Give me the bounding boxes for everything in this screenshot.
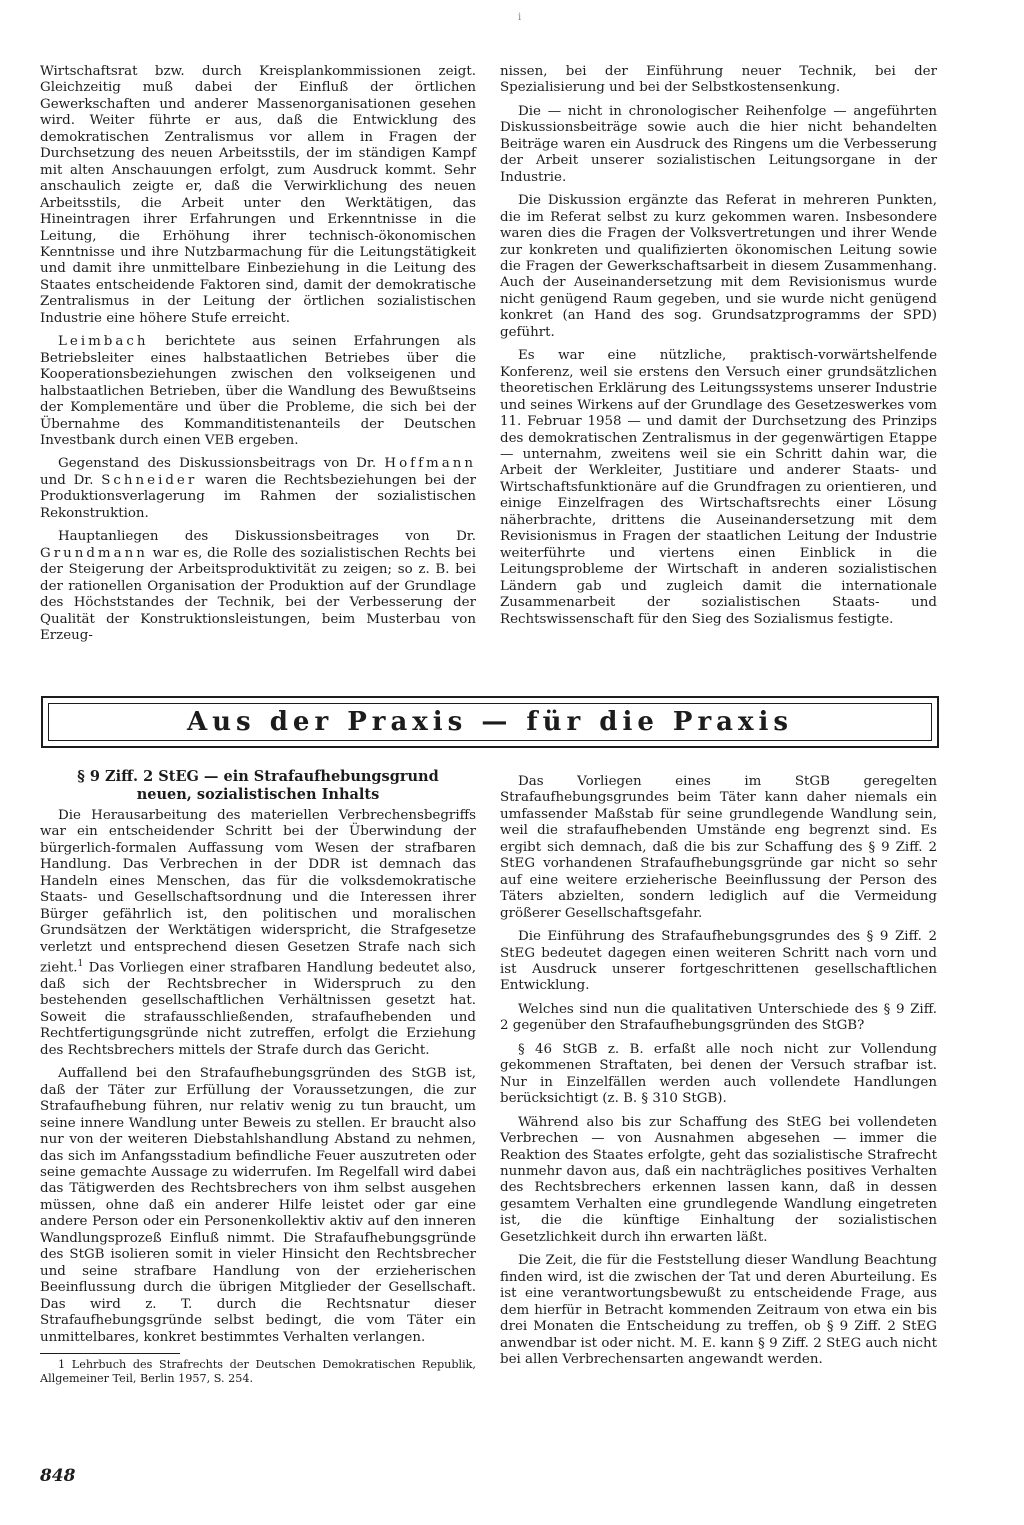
paragraph: Die Zeit, die für die Feststellung dieser Wandlung Beachtung finden wird, ist die zwischen der Tat und deren Aburteilung. Es ist eine verantwortungsbewußt zu entscheidende Frage, aus dem hierfür in Betracht kommenden Zeitraum von etwa ein bis drei Monaten die Entscheidung zu treffen, ob § 9 Ziff. 2 StEG anwendbar ist oder nicht. M. E. kann § 9 Ziff. 2 StEG auch nicht bei allen Verbrechensarten angewandt werden.	[500, 1253, 937, 1367]
person-name: Leimbach	[58, 334, 149, 350]
column-top-right	[500, 64, 937, 635]
paragraph	[40, 456, 476, 522]
paragraph: Das Vorliegen eines im StGB geregelten Strafaufhebungsgrundes beim Täter kann daher niemals ein umfassender Maßstab für seine grundlegende Wandlung sein, weil die strafaufhebenden Umstände eng begrenzt sind. Es ergibt sich demnach, daß die bis zur Schaffung des § 9 Ziff. 2 StEG vorhandenen Strafaufhebungsgründe gar nicht so sehr auf eine weitere erzieherische Beeinflussung der Person des Täters abzielten, sondern lediglich auf die Vermeidung größerer Gesellschaftsgefahr.	[500, 774, 937, 921]
paragraph-text: Gegenstand des Diskussionsbeitrags von Dr.	[58, 456, 385, 472]
paragraph	[40, 808, 476, 1059]
scan-mark: i	[518, 12, 522, 23]
paragraph-text: waren die Rechtsbeziehungen bei der Produktionsverlagerung im Rahmen der sozialistischen Rekonstruktion.	[40, 472, 476, 521]
paragraph	[40, 529, 476, 644]
paragraph-text: Die Herausarbeitung des materiellen Verbrechensbegriffs war ein entscheidender Schritt bei der Überwindung der bürgerlich-formalen Auffassung vom Wesen der strafbaren Handlung. Das Verbrechen in der DDR ist demnach das Handeln eines Menschen, das für die volksdemokratische Staats- und Gesellschaftsordnung und die Interessen ihrer Bürger gefährlich ist, den politischen und moralischen Grundsätzen der Werktätigen widerspricht, die Strafgesetze verletzt und entsprechend diesen Gesetzen Strafe nach sich zieht.	[40, 808, 476, 976]
paragraph: Die Einführung des Strafaufhebungsgrundes des § 9 Ziff. 2 StEG bedeutet dagegen einen weiteren Schritt nach vorn und ist Ausdruck unserer fortgeschrittenen gesellschaftlichen Entwicklung.	[500, 929, 937, 994]
column-top-left	[40, 64, 476, 651]
paragraph: Wirtschaftsrat bzw. durch Kreisplankommissionen zeigt. Gleichzeitig muß dabei der Einfluß der örtlichen Gewerkschaften und anderer Massenorganisationen gesehen wird. Weiter führte er aus, daß die Entwicklung des demokratischen Zentralismus vor allem in Fragen der Durchsetzung des neuen Arbeitsstils, der im ständigen Kampf mit alten Anschauungen erfolgt, zum Ausdruck kommt. Sehr anschaulich zeigte er, daß die Verwirklichung des neuen Arbeitsstils, die Arbeit unter den Werktätigen, das Hineintragen ihrer Erfahrungen und Erkenntnisse in die Leitung, die Erhöhung ihrer technisch-ökonomischen Kenntnisse und ihre Nutzbarmachung für die Leitungstätigkeit und damit ihre unmittelbare Einbeziehung in die Leitung des Staates entscheidende Faktoren sind, damit der demokratische Zentralismus in der Leitung der örtlichen sozialistischen Industrie eine höhere Stufe erreicht.	[40, 64, 476, 326]
person-name: Hoffmann	[384, 456, 476, 472]
paragraph: § 46 StGB z. B. erfaßt alle noch nicht zur Vollendung gekommenen Straftaten, bei denen der Versuch strafbar ist. Nur in Einzelfällen werden auch vollendete Handlungen berücksichtigt (z. B. § 310 StGB).	[500, 1041, 937, 1107]
paragraph: Auffallend bei den Strafaufhebungsgründen des StGB ist, daß der Täter zur Erfüllung der Voraussetzungen, die zur Strafaufhebung führen, nur relativ wenig zu tun braucht, um seine innere Wandlung unter Beweis zu stellen. Er braucht also nur von der weiteren Diebstahlshandlung Abstand zu nehmen, das sich im Anfangsstadium befindliche Feuer auszutreten oder seine gemachte Aussage zu widerrufen. Im Regelfall wird dabei das Tätigwerden des Rechtsbrechers von ihm selbst ausgehen müssen, ohne daß ein anderer Hilfe leistet oder gar eine andere Person oder ein Personenkollektiv aktiv auf den inneren Wandlungsprozeß Einfluß nimmt. Die Strafaufhebungsgründe des StGB isolieren somit in vieler Hinsicht den Rechtsbrecher und seine strafbare Handlung von der erzieherischen Beeinflussung durch die übrigen Mitglieder der Gesellschaft. Das wird z. T. durch die Rechtsnatur dieser Strafaufhebungsgründe selbst bedingt, die vom Täter ein unmittelbares, konkret bestimmtes Verhalten verlangen.	[40, 1066, 476, 1345]
paragraph-text: und Dr.	[40, 472, 102, 488]
page-number: 848	[40, 1466, 76, 1486]
section-title: Aus der Praxis — für die Praxis	[186, 707, 794, 737]
column-bottom-left	[40, 768, 476, 1393]
paragraph: Es war eine nützliche, praktisch-vorwärtshelfende Konferenz, weil sie erstens den Versuch einer grundsätzlichen theoretischen Erklärung des Leitungssystems unserer Industrie und seines Wirkens auf der Grundlage des Gesetzeswerkes vom 11. Februar 1958 — und damit der Durchsetzung des Prinzips des demokratischen Zentralismus in der gegenwärtigen Etappe — unternahm, zweitens weil sie ein Schritt dahin war, die Arbeit der Werkleiter, Justitiare und anderer Staats- und Wirtschaftsfunktionäre auf die Grundfragen zu orientieren, und einige Einzelfragen des Wirtschaftsrechts einer Lösung näherbrachte, drittens die Auseinandersetzung mit dem Revisionismus in Fragen der staatlichen Leitung der Industrie weiterführte und viertens einen Einblick in die Leitungsprobleme der Wirtschaft in anderen sozialistischen Ländern gab und zugleich damit die internationale Zusammenarbeit der sozialistischen Staats- und Rechtswissenschaft für den Sieg des Sozialismus festigte.	[500, 348, 937, 627]
paragraph	[40, 334, 476, 449]
footnote: 1 Lehrbuch des Strafrechts der Deutschen Demokratischen Republik, Allgemeiner Teil, Berlin 1957, S. 254.	[40, 1357, 476, 1385]
paragraph: Welches sind nun die qualitativen Unterschiede des § 9 Ziff. 2 gegenüber den Strafaufhebungsgründen des StGB?	[500, 1001, 937, 1034]
article-heading	[40, 768, 476, 804]
paragraph-text: Hauptanliegen des Diskussionsbeitrages von Dr.	[58, 529, 476, 545]
paragraph: nissen, bei der Einführung neuer Technik, bei der Spezialisierung und bei der Selbstkostensenkung.	[500, 64, 937, 96]
section-banner	[41, 696, 939, 748]
article-heading-line: § 9 Ziff. 2 StEG — ein Strafaufhebungsgrund	[77, 768, 439, 785]
paragraph-text: Das Vorliegen einer strafbaren Handlung bedeutet also, daß sich der Rechtsbrecher in Widerspruch zu den bestehenden gesellschaftlichen Verhältnissen gesetzt hat. Soweit die strafausschließenden, strafaufhebenden und Rechtfertigungsgründe nicht zutreffen, erfolgt die Erziehung des Rechtsbrechers mittels der Strafe durch das Gericht.	[40, 960, 476, 1058]
paragraph-text: berichtete aus seinen Erfahrungen als Betriebsleiter eines halbstaatlichen Betriebes über die Kooperationsbeziehungen zwischen den volkseigenen und halbstaatlichen Betrieben, über die Wandlung des Bewußtseins der Komplementäre und über die Probleme, die sich bei der Übernahme des Kommanditistenanteils der Deutschen Investbank durch einen VEB ergeben.	[40, 334, 476, 448]
footnote-ref: 1	[77, 959, 84, 970]
footnote-divider	[40, 1353, 180, 1354]
paragraph: Die — nicht in chronologischer Reihenfolge — angeführten Diskussionsbeiträge sowie auch die hier nicht behandelten Beiträge waren ein Ausdruck des Ringens um die Verbesserung der Arbeit unserer sozialistischen Leitungsorgane in der Industrie.	[500, 103, 937, 185]
paragraph-text: war es, die Rolle des sozialistischen Rechts bei der Steigerung der Arbeitsproduktivität zu zeigen; so z. B. bei der rationellen Organisation der Produktion auf der Grundlage des Höchststandes der Technik, bei der Verbesserung der Qualität der Konstruktionsleistungen, beim Musterbau von Erzeug-	[40, 545, 476, 643]
banner-frame	[48, 703, 932, 741]
paragraph: Während also bis zur Schaffung des StEG bei vollendeten Verbrechen — von Ausnahmen abgesehen — immer die Reaktion des Staates erfolgte, geht das sozialistische Strafrecht nunmehr davon aus, daß ein nachträgliches positives Verhalten des Rechtsbrechers erkennen lassen kann, daß in dessen gesamtem Verhalten eine grundlegende Wandlung eingetreten ist, die die künftige Einhaltung der sozialistischen Gesetzlichkeit durch ihn erwarten läßt.	[500, 1114, 937, 1245]
paragraph: Die Diskussion ergänzte das Referat in mehreren Punkten, die im Referat selbst zu kurz gekommen waren. Insbesondere waren dies die Fragen der Volksvertretungen und ihrer Wende zur konkreten und qualifizierten ökonomischen Leitung sowie die Fragen der Gewerkschaftsarbeit in diesem Zusammenhang. Auch der Auseinandersetzung mit dem Revisionismus wurde nicht genügend Raum gegeben, und sie wurde nicht genügend konkret (an Hand des sog. Grundsatzprogramms der SPD) geführt.	[500, 193, 937, 340]
person-name: Grundmann	[40, 545, 148, 561]
person-name: Schneider	[101, 472, 198, 488]
article-heading-line: neuen, sozialistischen Inhalts	[136, 786, 380, 803]
column-bottom-right	[500, 774, 937, 1375]
